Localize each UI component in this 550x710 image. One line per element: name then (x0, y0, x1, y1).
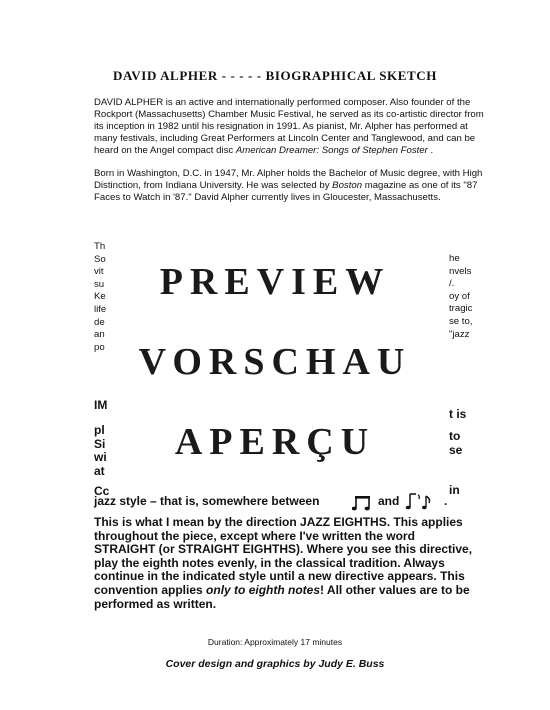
jazz-and: and (378, 494, 400, 508)
obscured-bold-left-2: pl Si wi at (94, 423, 107, 478)
bio-p2-end: magazine as one of its "87 Faces to Watch in '87." David Alpher currently lives in Gloucester, Massachusetts. (94, 180, 478, 203)
obscured-text-right: he nvels /. oy of tragic se to, "jazz (449, 253, 473, 340)
obscured-bold-left-3: Cc (94, 484, 110, 498)
jazz-period: . (444, 494, 448, 508)
bio-paragraph-2 (94, 168, 484, 204)
magazine-name: Boston (332, 180, 363, 191)
watermark-apercu: APERÇU (174, 421, 376, 463)
instructions-text: This is what I mean by the direction JAZZ EIGHTHS. This applies throughout the piece, except where I've written the word STRAIGHT (or STRAIGHT EIGHTHS). Where you see this directive, play the eighth notes evenly, in the classical tradition. Always continue in the indicated style until a new directive appears. This convention applies (94, 515, 473, 597)
watermark-vorschau: VORSCHAU (138, 341, 412, 383)
bio-title: DAVID ALPHER - - - - - BIOGRAPHICAL SKETCH (113, 68, 437, 83)
bio-paragraph-1 (94, 97, 484, 157)
bio-p1-text: DAVID ALPHER is an active and internationally performed composer. Also founder of the Rockport (Massachusetts) Chamber Music Festival, he served as its co-artistic director from its inception in 1982 until his resignation in 1991. As pianist, Mr. Alpher has performed at many festivals, including Great Performers at Lincoln Center and Tanglewood, and can be heard on the Angel compact disc (94, 97, 484, 156)
jazz-style-text: jazz style – that is, somewhere between (94, 494, 320, 508)
album-title: American Dreamer: Songs of Stephen Foster (235, 145, 428, 156)
obscured-bold-right-2: to se (449, 429, 463, 457)
duration-text: Duration: Approximately 17 minutes (207, 637, 343, 647)
swing-eighths-icon (405, 492, 439, 512)
instructions-emphasis: only to eighth notes (206, 582, 321, 597)
bio-p1-end: . (427, 145, 434, 156)
obscured-bold-right-3: in (449, 483, 460, 497)
watermark-preview: PREVIEW (159, 261, 391, 303)
jazz-eighths-instructions (94, 516, 474, 611)
obscured-text-left: Th So vit su Ke life de an po (94, 241, 107, 353)
bio-p2-text: Born in Washington, D.C. in 1947, Mr. Alpher holds the Bachelor of Music degree, with High Distinction, from Indiana University. He was selected by (94, 168, 483, 191)
cover-credit: Cover design and graphics by Judy E. Buss (165, 658, 385, 670)
straight-eighths-icon (352, 494, 374, 512)
instructions-end: ! All other values are to be performed as written. (94, 582, 470, 611)
obscured-bold-left-1: IM (94, 398, 108, 412)
obscured-bold-right-1: t is (449, 407, 467, 421)
